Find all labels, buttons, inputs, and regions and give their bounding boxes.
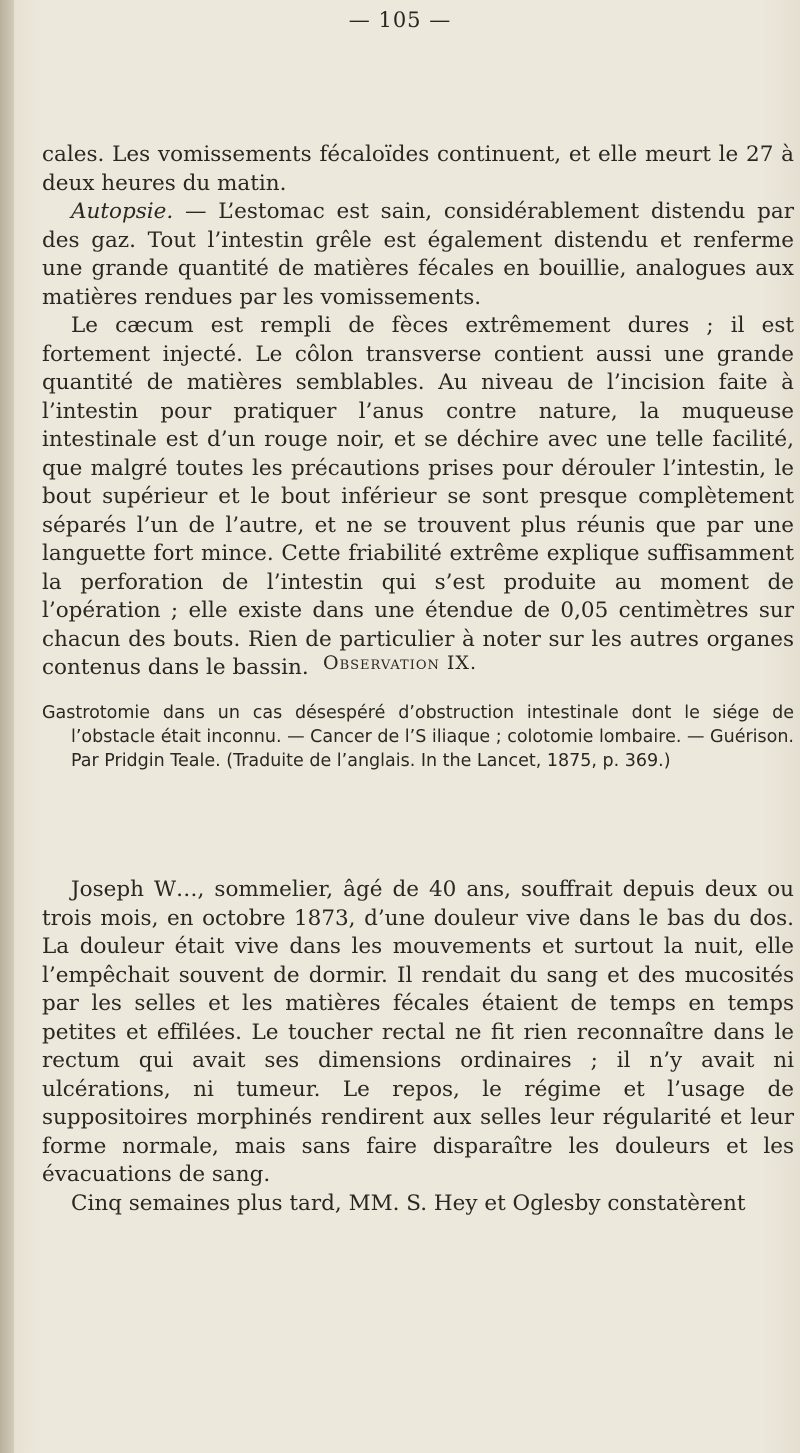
summary-text: Gastrotomie dans un cas désespéré d’obstruction intestinale dont le siége de l’obstacle était inconnu. — Cancer de l’S iliaque ; colotomie lombaire. — Guérison. Par Pridgin Teale. (Traduite de l’anglais. In the Lancet, 1875, p. 369.) xyxy=(42,703,794,771)
observation-heading: Observation IX. xyxy=(323,652,477,674)
autopsie-text: — L’estomac est sain, considérablement distendu par des gaz. Tout l’intestin grêle est également distendu et renferme une grande quantité de matières fécales en bouillie, analogues aux matières rendues par les vomissements. xyxy=(42,199,794,310)
text-block-autopsy xyxy=(42,141,794,683)
page-number: — 105 — xyxy=(348,8,452,32)
paragraph-autopsie xyxy=(42,198,794,312)
paragraph-caecum: Le cæcum est rempli de fèces extrêmement dures ; il est fortement injecté. Le côlon transverse contient aussi une grande quantité de matières semblables. Au niveau de l’incision faite à l’intestin pour pratiquer l’anus contre nature, la muqueuse intestinale est d’un rouge noir, et se déchire avec une telle facilité, que malgré toutes les précautions prises pour dérouler l’intestin, le bout supérieur et le bout inférieur se sont presque complètement séparés l’un de l’autre, et ne se trouvent plus réunis que par une languette fort mince. Cette friabilité extrême explique suffisamment la perforation de l’intestin qui s’est produite au moment de l’opération ; elle existe dans une étendue de 0,05 centimètres sur chacun des bouts. Rien de particulier à noter sur les autres organes contenus dans le bassin. xyxy=(42,313,794,680)
paragraph-case-history: Joseph W…, sommelier, âgé de 40 ans, souffrait depuis deux ou trois mois, en octobre 1873, d’une douleur vive dans le bas du dos. La douleur était vive dans les mouvements et surtout la nuit, elle l’empêchait souvent de dormir. Il rendait du sang et des mucosités par les selles et les matières fécales étaient de temps en temps petites et effilées. Le toucher rectal ne fit rien reconnaître dans le rectum qui avait ses dimensions ordinaires ; il n’y avait ni ulcérations, ni tumeur. Le repos, le régime et l’usage de suppositoires morphinés rendirent aux selles leur régularité et leur forme normale, mais sans faire disparaître les douleurs et les évacuations de sang. xyxy=(42,877,794,1187)
autopsie-label: Autopsie. xyxy=(71,199,174,224)
page-gutter xyxy=(0,0,14,1453)
observation-summary xyxy=(42,701,794,773)
text-block-case xyxy=(42,876,794,1218)
paragraph-followup: Cinq semaines plus tard, MM. S. Hey et Oglesby constatèrent xyxy=(71,1190,746,1216)
paragraph-continuation: cales. Les vomissements fécaloïdes continuent, et elle meurt le 27 à deux heures du matin. xyxy=(42,142,794,196)
